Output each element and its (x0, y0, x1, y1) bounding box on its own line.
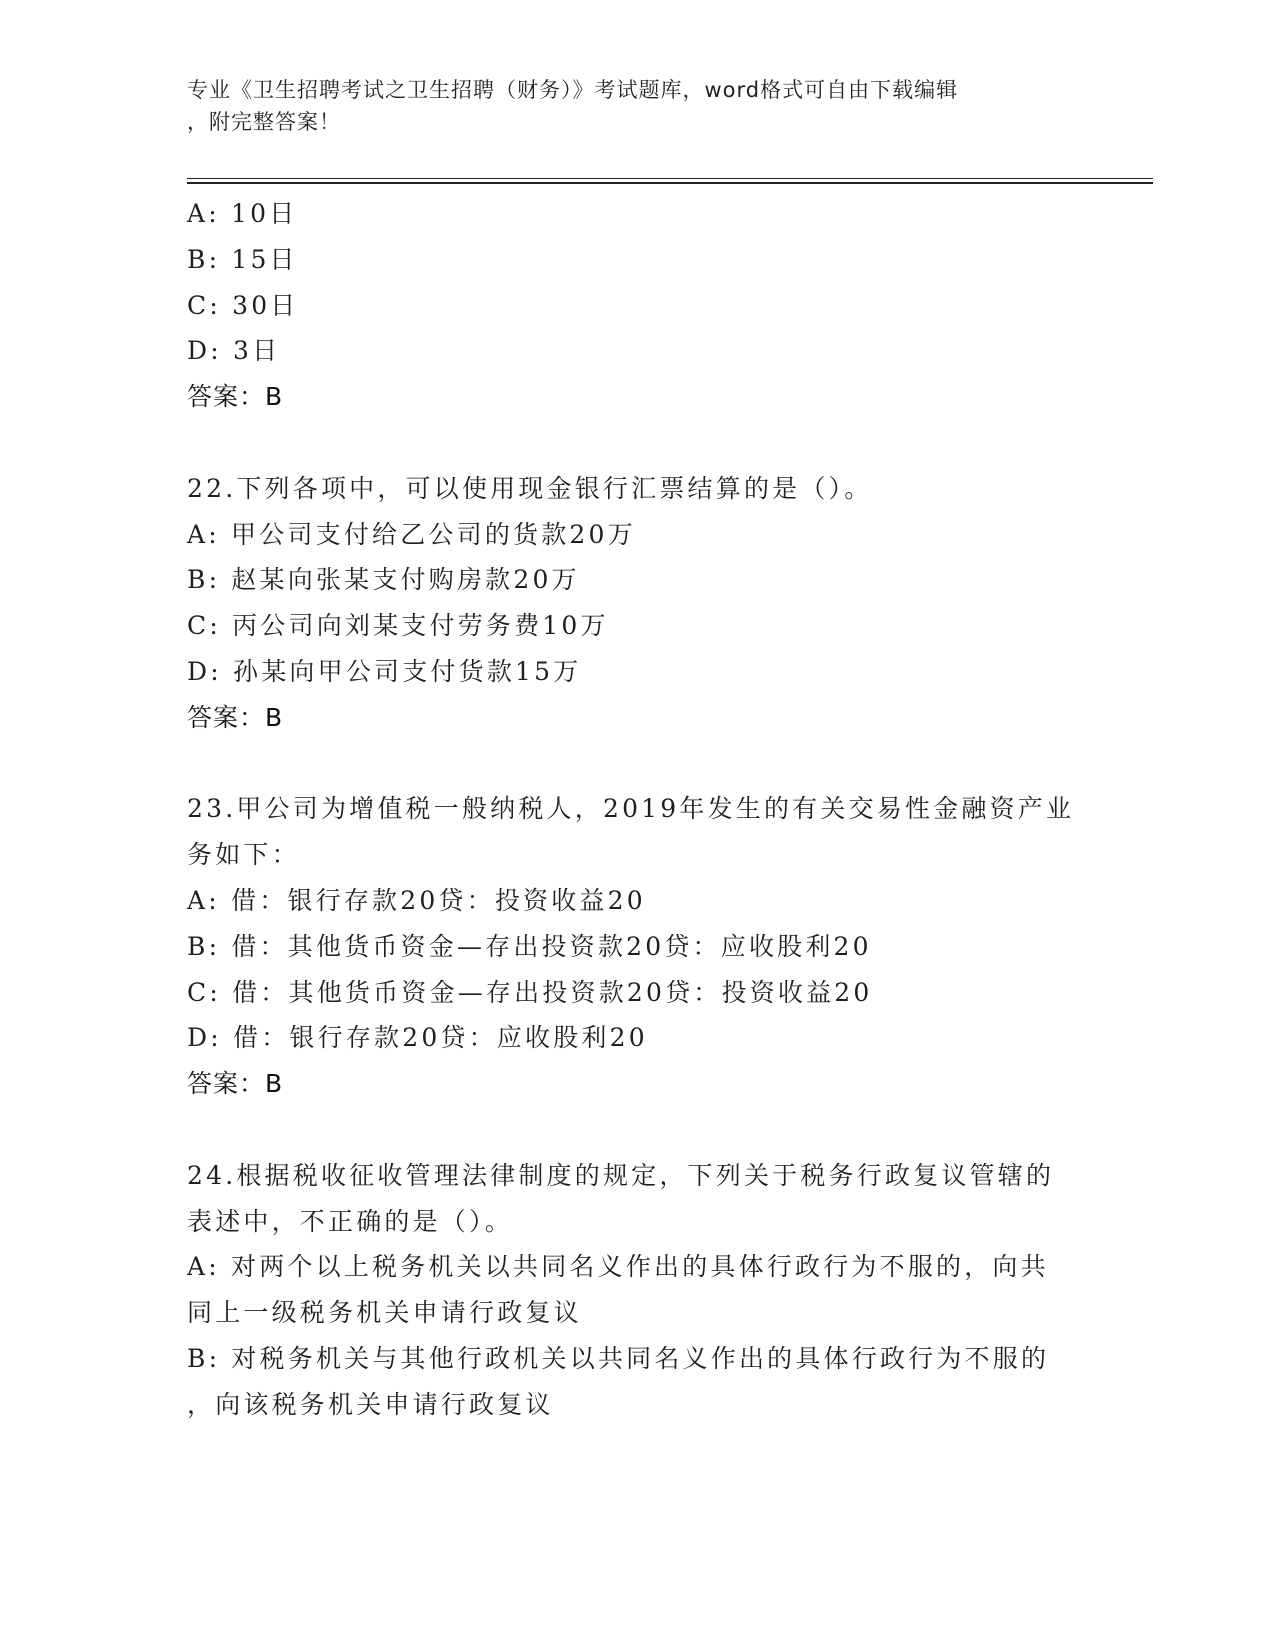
spacer (187, 741, 1087, 787)
question-stem: 23.甲公司为增值税一般纳税人，2019年发生的有关交易性金融资产业 (187, 794, 1075, 824)
question-stem: 22.下列各项中，可以使用现金银行汇票结算的是（）。 (187, 473, 873, 503)
option-b: B: 15日 (187, 244, 298, 274)
option-a-continued: 同上一级税务机关申请行政复议 (187, 1298, 582, 1328)
header-line-2: ，附完整答案！ (187, 110, 341, 134)
header-divider-thin (187, 178, 1153, 179)
option-b: B: 对税务机关与其他行政机关以共同名义作出的具体行政行为不服的 (187, 1343, 1050, 1373)
option-a: A: 10日 (187, 199, 298, 228)
document-header (187, 74, 1067, 138)
option-b: B: 赵某向张某支付购房款20万 (187, 565, 580, 595)
option-c: C: 借：其他货币资金—存出投资款20贷：投资收益20 (187, 977, 873, 1007)
question-stem: 表述中，不正确的是（）。 (187, 1206, 513, 1236)
answer-line: 答案：B (187, 1069, 284, 1099)
option-a: A: 借：银行存款20贷：投资收益20 (187, 885, 646, 915)
spacer (187, 420, 1087, 466)
question-23 (187, 786, 1087, 1107)
spacer (187, 1107, 1087, 1153)
question-21 (187, 191, 1087, 420)
option-b-continued: ，向该税务机关申请行政复议 (187, 1389, 554, 1419)
option-c: C: 丙公司向刘某支付劳务费10万 (187, 611, 609, 641)
option-a: A: 对两个以上税务机关以共同名义作出的具体行政行为不服的，向共 (187, 1252, 1049, 1282)
answer-line: 答案：B (187, 702, 284, 732)
question-stem: 24.根据税收征收管理法律制度的规定，下列关于税务行政复议管辖的 (187, 1160, 1055, 1190)
option-a: A: 甲公司支付给乙公司的货款20万 (187, 519, 636, 549)
question-22 (187, 466, 1087, 741)
question-stem: 务如下： (187, 840, 300, 870)
option-b: B: 借：其他货币资金—存出投资款20贷：应收股利20 (187, 931, 872, 961)
question-list (187, 191, 1087, 1428)
question-24 (187, 1153, 1087, 1428)
answer-line: 答案：B (187, 382, 284, 412)
option-d: D: 孙某向甲公司支付货款15万 (187, 656, 582, 686)
header-divider-thick (187, 182, 1153, 184)
option-d: D: 3日 (187, 336, 281, 366)
option-c: C: 30日 (187, 290, 299, 320)
header-line-1: 专业《卫生招聘考试之卫生招聘（财务）》考试题库，word格式可自由下载编辑 (187, 78, 959, 102)
option-d: D: 借：银行存款20贷：应收股利20 (187, 1023, 648, 1053)
